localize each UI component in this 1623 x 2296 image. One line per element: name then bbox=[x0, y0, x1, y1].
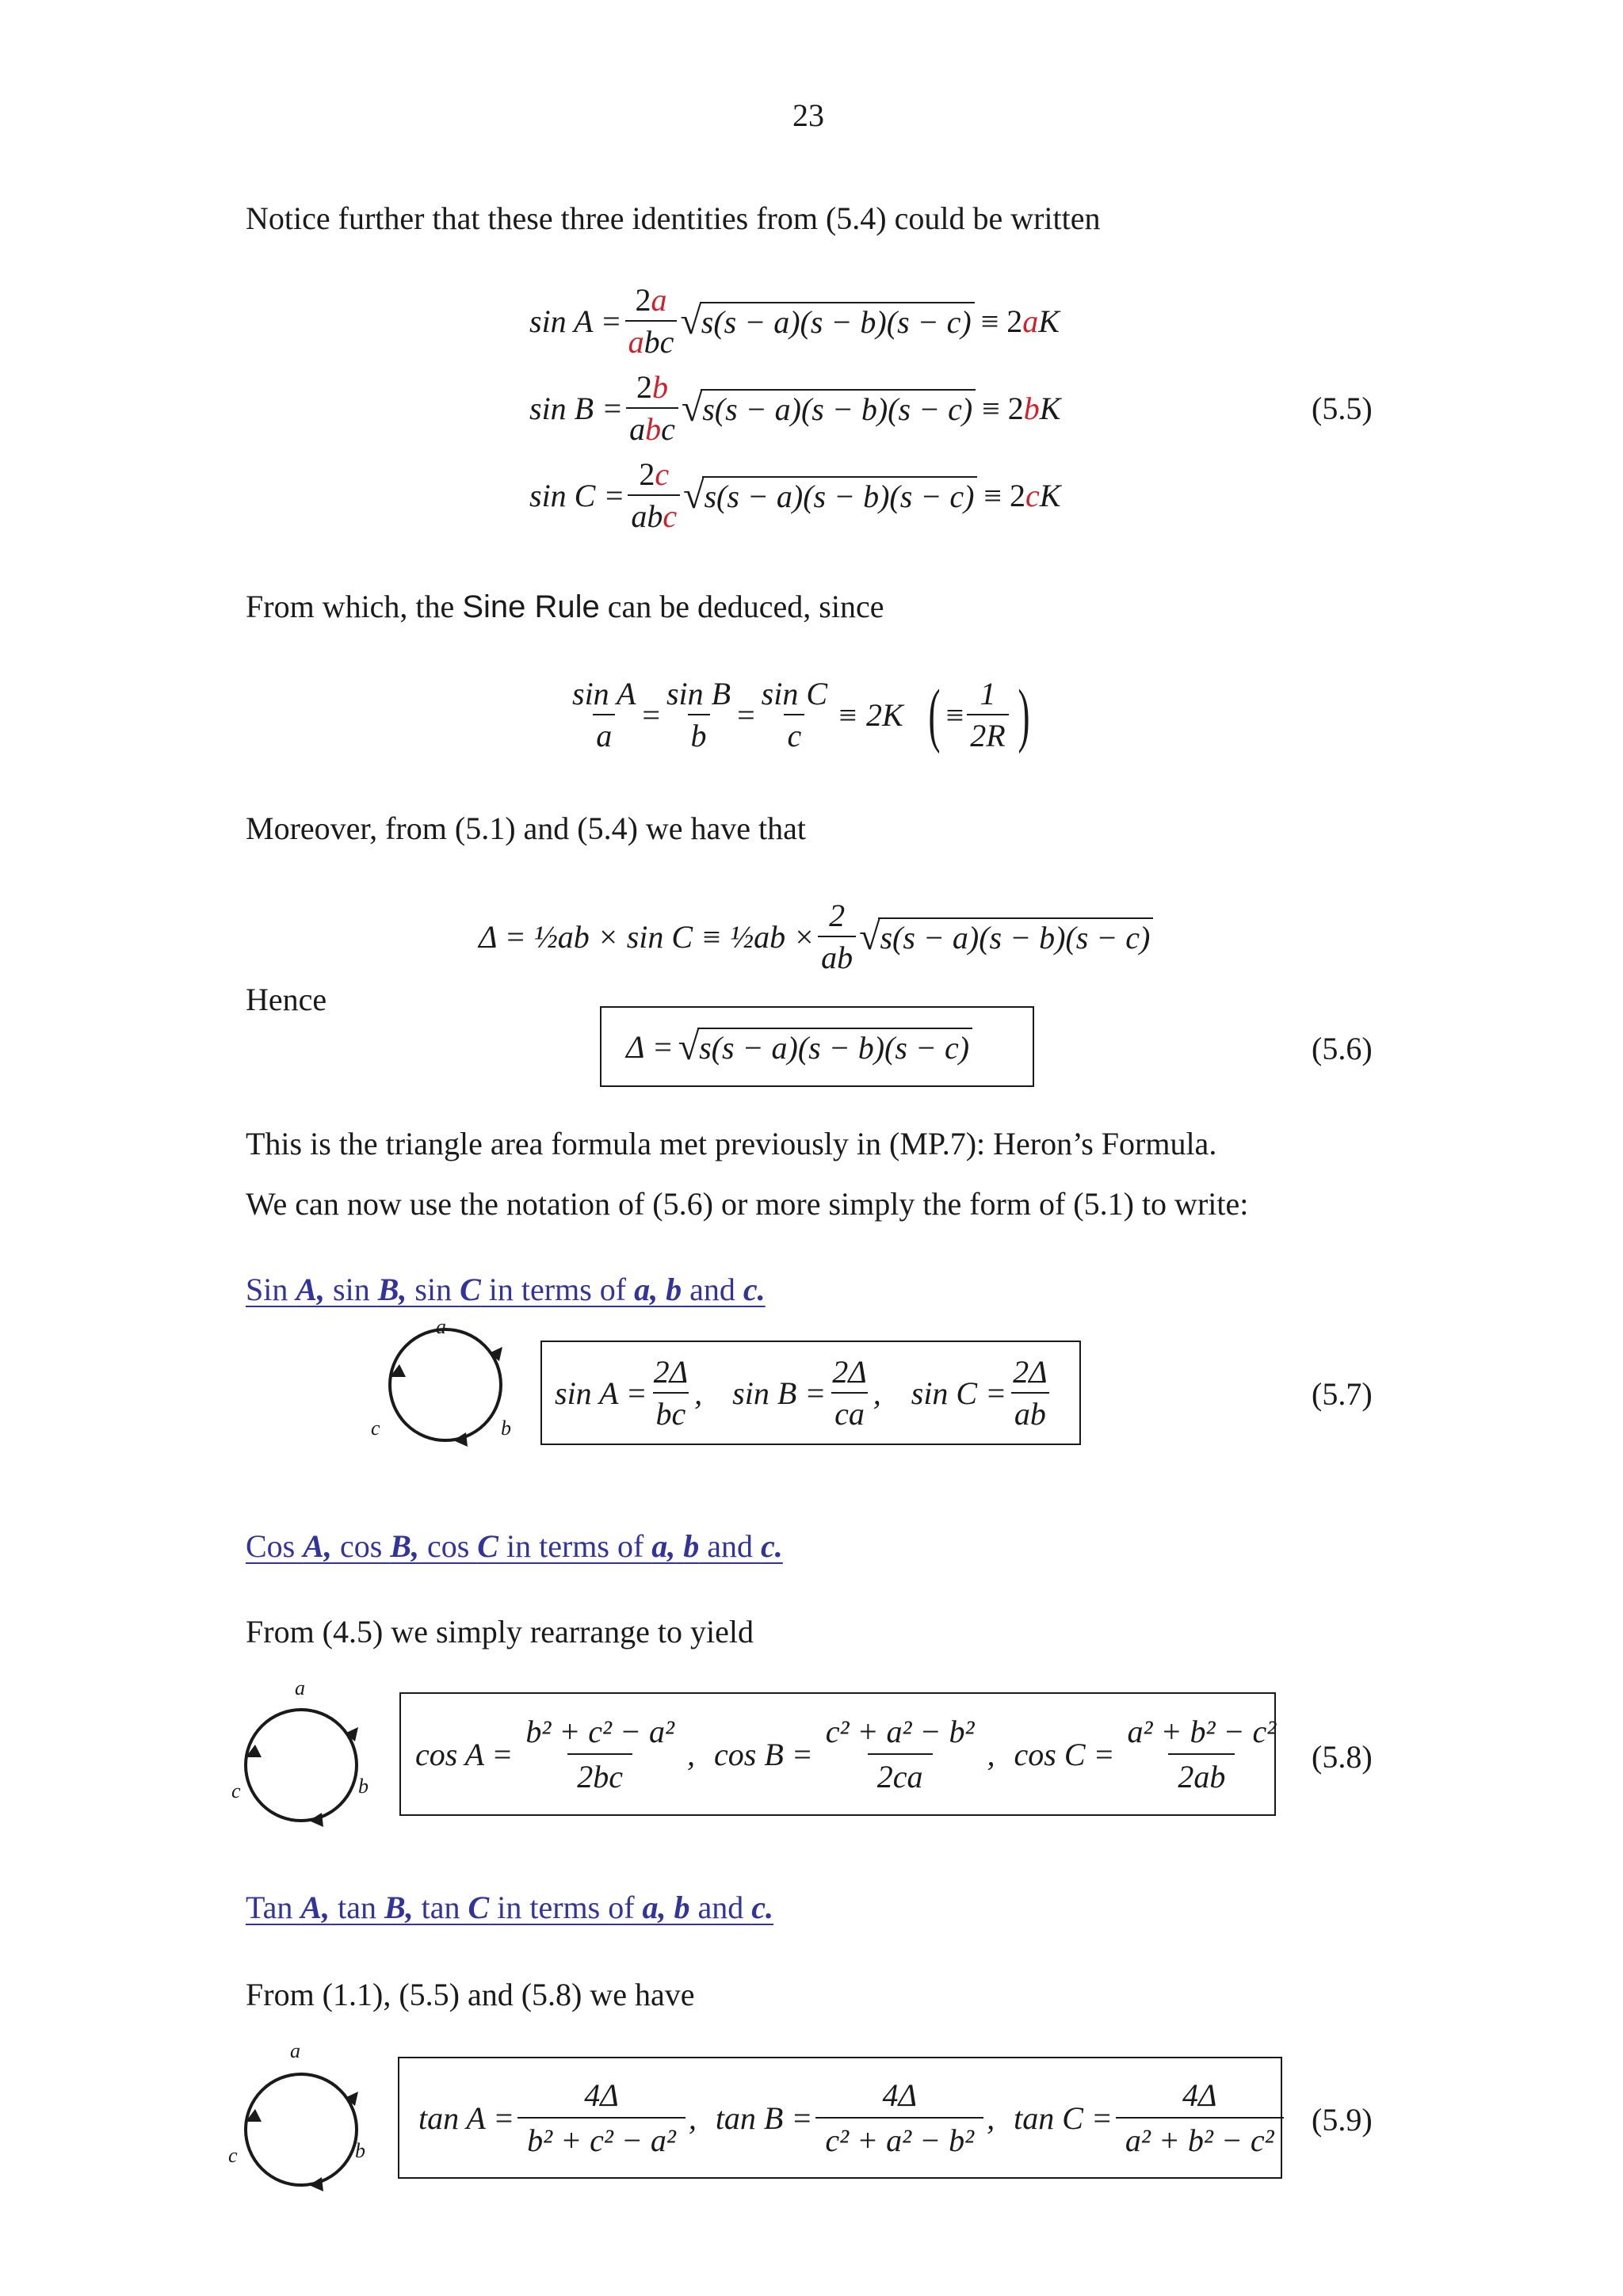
fraction-sinB: $\frac{2\Delta}{ca}$ bbox=[832, 1354, 867, 1432]
radical: s(s − a)(s − b)(s − c) bbox=[700, 302, 975, 341]
equation-label-5-7: (5.7) bbox=[1312, 1376, 1373, 1412]
paragraph-herons-formula: This is the triangle area formula met previously in (MP.7): Heron’s Formula. bbox=[246, 1126, 1217, 1161]
sine-rule-equation: $\frac{\text{sin A}}{a}$ = $\frac{\text{sin B}}{b}$ = $\frac{\text{sin C}}{c}$ ≡ 2K ( ≡ $\frac{1}{2R}$ ) bbox=[566, 667, 1036, 762]
area-equation: Δ = ½ab × sin C ≡ ½ab × $\frac{2}{ab}$ √ s(s − a)(s − b)(s − c) bbox=[479, 889, 1153, 984]
radical: s(s − a)(s − b)(s − c) bbox=[697, 1028, 972, 1066]
eq-5-5-row-sinC: sin C = $\frac{2c}{\text{abc}}$ √ s(s − a)(s − b)(s − c) ≡ 2 c K bbox=[529, 456, 1061, 534]
paragraph-sine-rule: From which, the Sine Rule can be deduced, since bbox=[246, 589, 884, 624]
equation-5-9: tan A = $\frac{4\Delta}{\text{b² + c² − a²}}$ , tan B = $\frac{4\Delta}{\text{c² + a² − b²}}$ , tan C = $\frac{4\Delta}{\text{a² + b² − c²}}$ bbox=[418, 2057, 1287, 2179]
fraction-sinC-c: $\frac{\text{sin C}}{c}$ bbox=[761, 676, 827, 753]
paragraph-notation: We can now use the notation of (5.6) or more simply the form of (5.1) to write: bbox=[246, 1186, 1249, 1222]
cycle-diagram-abc-cos bbox=[230, 1695, 372, 1830]
fraction-sinA-a: $\frac{\text{sin A}}{a}$ bbox=[572, 676, 636, 753]
cycle-label-b: b bbox=[355, 2139, 365, 2162]
fraction: $\frac{2a}{\text{abc}}$ bbox=[625, 281, 678, 360]
lhs: sin C = bbox=[529, 477, 625, 513]
hence-text: Hence bbox=[246, 982, 327, 1017]
fraction: $\frac{2c}{\text{abc}}$ bbox=[628, 456, 680, 535]
heading-tan-terms: Tan A, tan B, tan C in terms of a, b and c. bbox=[246, 1890, 774, 1925]
cycle-label-a: a bbox=[295, 1676, 305, 1699]
equation-label-5-8: (5.8) bbox=[1312, 1739, 1373, 1775]
cycle-diagram-abc-tan bbox=[230, 2060, 372, 2195]
fraction-tanC: $\frac{4\Delta}{\text{a² + b² − c²}}$ bbox=[1116, 2077, 1284, 2159]
fraction-cosA: $\frac{\text{b² + c² − a²}}{2bc}$ bbox=[525, 1714, 675, 1794]
paragraph-rearrange: From (4.5) we simply rearrange to yield bbox=[246, 1614, 754, 1650]
radical: s(s − a)(s − b)(s − c) bbox=[878, 917, 1153, 956]
fraction-tanA: $\frac{4\Delta}{\text{b² + c² − a²}}$ bbox=[517, 2077, 685, 2159]
paragraph-moreover: Moreover, from (5.1) and (5.4) we have that bbox=[246, 810, 807, 846]
cycle-label-c: c bbox=[371, 1417, 380, 1440]
heading-cos-terms: Cos A, cos B, cos C in terms of a, b and c. bbox=[246, 1528, 783, 1564]
eq-5-5-row-sinA: sin A = $\frac{2a}{\text{abc}}$ √ s(s − a)(s − b)(s − c) ≡ 2 a K bbox=[529, 282, 1060, 360]
cycle-label-b: b bbox=[358, 1775, 369, 1798]
heading-sin-terms: Sin A, sin B, sin C in terms of a, b and c. bbox=[246, 1272, 766, 1307]
page-number: 23 bbox=[792, 97, 824, 133]
equation-5-7: sin A = $\frac{2\Delta}{bc}$ , sin B = $\frac{2\Delta}{ca}$ , sin C = $\frac{2\Delta}{ab}$ bbox=[555, 1341, 1054, 1445]
heron-formula: Δ = √ s(s − a)(s − b)(s − c) bbox=[626, 1006, 972, 1087]
cycle-arrows-icon bbox=[230, 1695, 372, 1830]
fraction-1-2R: $\frac{1}{2R}$ bbox=[967, 675, 1008, 754]
cycle-arrows-icon bbox=[230, 2060, 372, 2195]
cycle-label-c: c bbox=[231, 1779, 241, 1802]
paragraph-from-identities: From (1.1), (5.5) and (5.8) we have bbox=[246, 1977, 695, 2012]
radical: s(s − a)(s − b)(s − c) bbox=[701, 389, 976, 428]
fraction-2-ab: $\frac{2}{ab}$ bbox=[818, 897, 856, 976]
equation-5-8: cos A = $\frac{\text{b² + c² − a²}}{2bc}$ , cos B = $\frac{\text{c² + a² − b²}}{2ca}$ , cos C = $\frac{\text{a² + b² − c²}}{2ab}$ bbox=[415, 1692, 1289, 1816]
lhs: sin A = bbox=[529, 303, 622, 339]
paragraph-intro: Notice further that these three identities from (5.4) could be written bbox=[246, 200, 1101, 236]
radical: s(s − a)(s − b)(s − c) bbox=[702, 476, 977, 515]
equation-5-5 bbox=[529, 277, 1060, 539]
eq-5-5-row-sinB: sin B = $\frac{2b}{\text{abc}}$ √ s(s − a)(s − b)(s − c) ≡ 2 b K bbox=[529, 369, 1061, 447]
cycle-label-a: a bbox=[436, 1315, 446, 1338]
equation-label-5-6: (5.6) bbox=[1312, 1031, 1373, 1066]
cycle-label-b: b bbox=[501, 1417, 511, 1440]
fraction-tanB: $\frac{4\Delta}{\text{c² + a² − b²}}$ bbox=[815, 2077, 983, 2159]
cycle-label-c: c bbox=[228, 2144, 238, 2167]
fraction-cosC: $\frac{\text{a² + b² − c²}}{2ab}$ bbox=[1127, 1714, 1277, 1794]
cycle-label-a: a bbox=[290, 2039, 300, 2062]
sine-rule-term: Sine Rule bbox=[462, 589, 600, 624]
equation-label-5-9: (5.9) bbox=[1312, 2102, 1373, 2138]
equation-label-5-5: (5.5) bbox=[1312, 391, 1373, 426]
fraction-sinB-b: $\frac{\text{sin B}}{b}$ bbox=[666, 676, 731, 753]
fraction-sinA: $\frac{2\Delta}{bc}$ bbox=[653, 1354, 689, 1432]
fraction-cosB: $\frac{\text{c² + a² − b²}}{2ca}$ bbox=[825, 1714, 975, 1794]
fraction: $\frac{2b}{\text{abc}}$ bbox=[626, 368, 678, 448]
fraction-sinC: $\frac{2\Delta}{ab}$ bbox=[1010, 1353, 1050, 1432]
lhs: sin B = bbox=[529, 390, 624, 426]
